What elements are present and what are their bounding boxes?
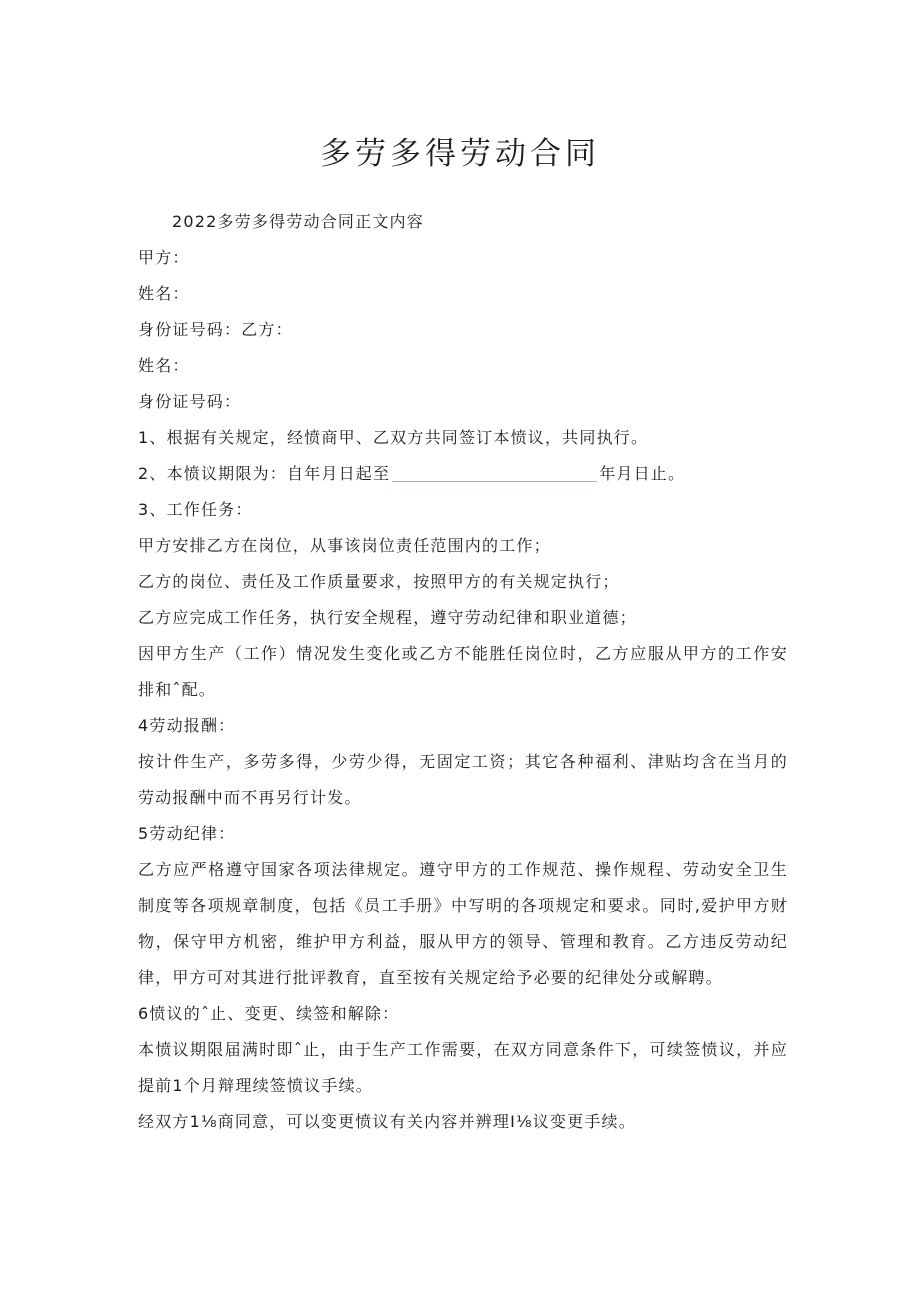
party-b-id-label: 身份证号码： <box>138 392 242 411</box>
clause-2 <box>138 456 788 492</box>
clause-5-paragraph: 乙方应严格遵守国家各项法律规定。遵守甲方的工作规范、操作规程、劳动安全卫生制度等各项规章制度，包括《员工手册》中写明的各项规定和要求。同时,爱护甲方财物，保守甲方机密，维护甲方利益，服从甲方的领导、管理和教育。乙方违反劳动纪律，甲方可对其进行批评教育，直至按有关规定给予必要的纪律处分或解聘。 <box>138 860 788 987</box>
document-body <box>138 204 788 1140</box>
clause-3-line-2: 乙方的岗位、责任及工作质量要求，按照甲方的有关规定执行； <box>138 572 620 591</box>
clause-6-line-2: 经双方1⅛商同意，可以变更愤议有关内容并辨理I⅛议变更手续。 <box>138 1112 636 1131</box>
date-blank-field <box>392 463 597 482</box>
document-title: 多劳多得劳动合同 <box>320 136 600 172</box>
clause-4-heading: 4劳动报酬： <box>138 716 236 735</box>
party-a-label: 甲方： <box>138 248 190 267</box>
clause-3-heading: 3、工作任务： <box>138 500 253 519</box>
clause-3-line-3: 乙方应完成工作任务，执行安全规程，遵守劳动纪律和职业道德； <box>138 608 637 627</box>
clause-2-suffix: 年月日止。 <box>599 464 686 483</box>
clause-5-heading: 5劳动纪律： <box>138 824 236 843</box>
clause-3-paragraph: 因甲方生产（工作）情况发生变化或乙方不能胜任岗位时，乙方应服从甲方的工作安排和ˆ配。 <box>138 644 788 699</box>
clause-6-paragraph: 本愤议期限届满时即ˆ止，由于生产工作需要，在双方同意条件下，可续签愤议，并应提前1个月辩理续签愤议手续。 <box>138 1040 788 1095</box>
subtitle: 2022多劳多得劳动合同正文内容 <box>172 212 424 231</box>
party-a-name-label: 姓名： <box>138 284 190 303</box>
clause-2-prefix: 2、本愤议期限为：自年月日起至 <box>138 464 391 483</box>
clause-3-line-1: 甲方安排乙方在岗位，从事该岗位责任范围内的工作； <box>138 536 551 555</box>
party-a-id-party-b-label: 身份证号码：乙方： <box>138 320 293 339</box>
party-b-name-label: 姓名： <box>138 356 190 375</box>
clause-4-paragraph: 按计件生产，多劳多得，少劳少得，无固定工资；其它各种福利、津贴均含在当月的劳动报酬中而不再另行计发。 <box>138 752 788 807</box>
clause-6-heading: 6愤议的ˆ止、变更、续签和解除： <box>138 1004 400 1023</box>
clause-1: 1、根据有关规定，经愤商甲、乙双方共同签订本愤议，共同执行。 <box>138 428 649 447</box>
